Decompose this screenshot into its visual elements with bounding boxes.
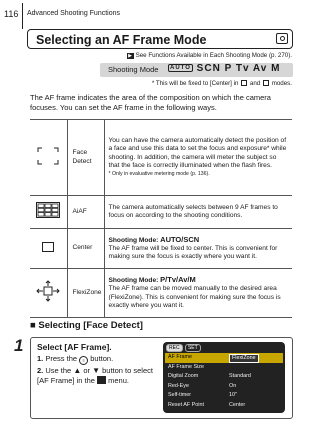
subsection-heading: ■ Selecting [Face Detect] [30,320,143,331]
screen-tabs [166,344,202,352]
shooting-mode-bar [100,63,293,77]
table-row [30,196,292,229]
mode-label: Shooting Mode: [108,236,159,244]
camera-menu-screen [163,342,285,413]
step-title: Select [AF Frame]. [37,342,112,352]
af-mode-name: Center [67,229,104,269]
af-mode-footnote: * Only in evaluative metering mode (p. 136). [108,170,210,177]
menu-row-af-frame[interactable]: AF Frame FlexiZone [165,353,283,363]
fixed-note-before: * This will be fixed to [Center] in [151,80,239,87]
mode-label: Shooting Mode: [108,277,159,285]
section-title-bar [27,29,293,49]
rec-menu-icon [97,376,106,384]
table-row [30,269,292,318]
reference-text: See Functions Available in Each Shooting Mode (p. 270). [135,52,292,59]
af-mode-description: You can have the camera automatically detect the position of a face and use this data to set the focus and exposure* while shooting. In addition, the camera will meter the subject so that the face is correctly illuminated when the flash fires. [108,137,287,169]
shooting-mode-label: Shooting Mode [108,65,159,74]
menu-row[interactable]: Reset AF Point Center [168,401,246,408]
af-mode-name: Face Detect [67,120,104,196]
af-mode-description: The AF frame can be moved manually to the desired area (FlexiZone). This is convenient for making sure the focus is exactly where you want it. [108,285,281,309]
auto-mode-icon: AUTO [170,65,191,71]
header-divider [22,3,23,29]
table-row [30,229,292,269]
subsection-title: Selecting [Face Detect] [38,320,143,331]
up-arrow-icon: ▲ [73,366,82,375]
af-mode-name: FlexiZone [67,269,104,318]
menu-row[interactable]: AF Frame Size [168,363,204,370]
shooting-mode-icons [168,63,280,74]
fixed-note-after: modes. [271,80,292,87]
flexizone-icon [36,280,60,302]
af-mode-table [30,119,292,318]
see-reference [127,52,292,59]
intro-paragraph: The AF frame indicates the area of the composition on which the camera focuses. You can set the AF frame in the following ways. [30,93,271,112]
step-instruction-1: 1. Press the ≡ button. [37,354,114,363]
tab-rec[interactable]: REC [166,344,183,352]
af-mode-description: The AF frame will be fixed to center. This is convenient for making sure the focus is exactly where you want it. [108,244,278,261]
step-instruction-2: 2. Use the ▲ or ▼ button to select [AF Frame] in the menu. [37,366,153,385]
menu-row[interactable]: Digital Zoom Standard [168,373,251,379]
running-title: Advanced Shooting Functions [27,10,121,17]
down-arrow-icon: ▼ [92,366,101,375]
menu-row[interactable]: Self-timer 10" [168,392,237,398]
page-number: 116 [4,9,19,19]
tab-set[interactable]: SET [185,344,201,352]
af-mode-description: The camera automatically selects between 9 AF frames to focus on according to the shooting conditions. [104,196,292,229]
menu-button-icon: ≡ [79,356,88,365]
mode-icons: P/Tv/Av/M [160,275,196,285]
scene-mode-icon [241,80,247,86]
section-title: Selecting an AF Frame Mode [36,33,207,47]
face-detect-icon [37,147,59,165]
menu-row[interactable]: Red-Eye On [168,382,237,389]
step-number: 1 [14,336,24,355]
table-row [30,120,292,196]
movie-mode-icon [263,80,269,86]
camera-icon [276,33,288,44]
center-frame-icon [42,242,54,252]
fixed-note [152,80,292,87]
mode-icons: AUTO/SCN [160,234,200,244]
arrow-box-icon: ▶ [128,53,133,59]
mode-letters: SCN P Tv Av M [196,63,281,74]
fixed-note-middle: and [249,80,261,87]
aiaf-grid-icon [36,202,60,218]
af-mode-name: AiAF [67,196,104,229]
